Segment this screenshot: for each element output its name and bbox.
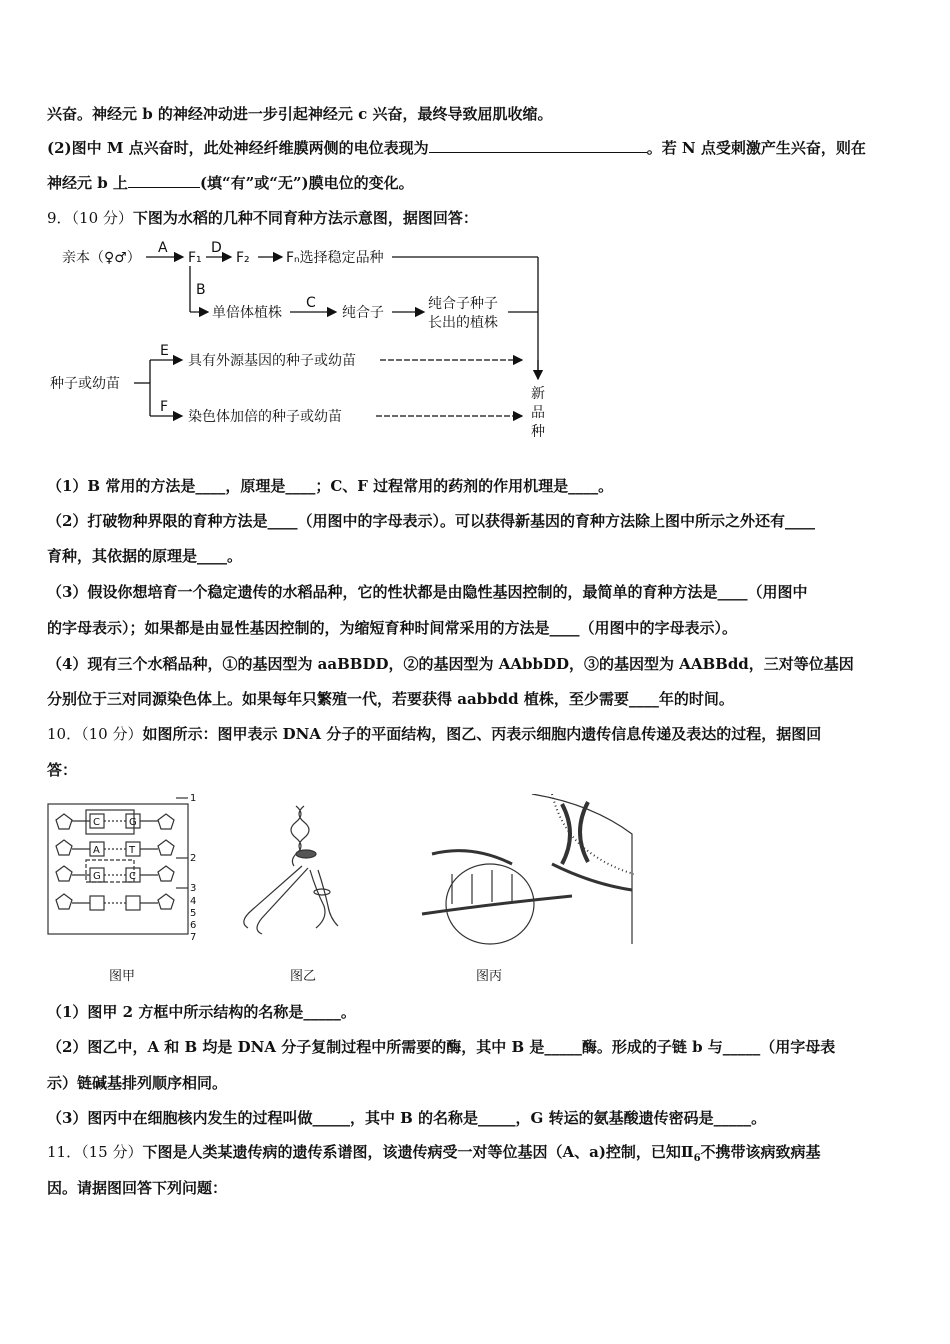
dna-num-5: 5 (190, 908, 197, 919)
step-c-label: C (306, 295, 316, 311)
q9-2-cont: 育种，其依据的原理是____。 (47, 547, 243, 565)
foreign-gene-label: 具有外源基因的种子或幼苗 (188, 353, 356, 369)
q9-4-cont: 分别位于三对同源染色体上。如果每年只繁殖一代，若要获得 aabbdd 植株，至少需要____年的时间。 (47, 690, 734, 708)
doubled-label: 染色体加倍的种子或幼苗 (188, 409, 342, 425)
q9-3: （3）假设你想培育一个稳定遗传的水稻品种，它的性状都是由隐性基因控制的，最简单的育种方法是____（用图中 (47, 583, 808, 601)
breeding-flow-diagram (46, 236, 556, 446)
q10-3: （3）图丙中在细胞核内发生的过程叫做_____，其中 B 的名称是_____，G 转运的氨基酸遗传密码是_____。 (47, 1109, 767, 1127)
figure-yi-label: 图乙 (290, 969, 317, 984)
step-f-label: F (160, 399, 169, 415)
answer-blank[interactable] (128, 173, 200, 188)
step-b-label: B (196, 282, 206, 298)
q9-stem: 9．（10 分）下图为水稻的几种不同育种方法示意图，据图回答： (47, 209, 478, 227)
q8-2-line-cont: 神经元 b 上 (填“有”或“无”)膜电位的变化。 (47, 174, 414, 192)
q10-1: （1）图甲 2 方框中所示结构的名称是_____。 (47, 1003, 356, 1021)
q10-stem: 10．（10 分）如图所示：图甲表示 DNA 分子的平面结构，图乙、丙表示细胞内遗传信息传递及表达的过程，据图回 (47, 725, 822, 743)
seed-label-1: 纯合子种子 (428, 296, 498, 312)
q10-stem-cont: 答： (47, 761, 78, 779)
dna-num-4: 4 (190, 896, 197, 907)
fn-label: Fₙ选择稳定品种 (286, 250, 384, 266)
dna-planar-figure (46, 790, 206, 950)
figure-jia-label: 图甲 (109, 969, 136, 984)
new-variety-label-1: 新 (531, 386, 545, 402)
q9-4: （4）现有三个水稻品种，①的基因型为 aaBBDD，②的基因型为 AAbbDD，③的基因型为 AABBdd，三对等位基因 (47, 655, 854, 673)
base-left-1: C (93, 817, 100, 828)
seed-label-2: 长出的植株 (428, 315, 498, 331)
base-left-2: A (93, 845, 100, 856)
q11-stem: 11．（15 分）下图是人类某遗传病的遗传系谱图，该遗传病受一对等位基因（A、a)控制，已知$Ⅱ_6$不携带该病致病基 (47, 1143, 821, 1164)
answer-blank[interactable] (429, 138, 647, 153)
step-e-label: E (160, 343, 169, 359)
homozygote-label: 纯合子 (342, 305, 384, 321)
step-a-label: A (158, 240, 168, 256)
q11-stem-cont: 因。请据图回答下列问题： (47, 1179, 228, 1197)
seedling-label: 种子或幼苗 (50, 376, 120, 392)
q9-1: （1）B 常用的方法是____，原理是____；C、F 过程常用的药剂的作用机理是____。 (47, 477, 614, 495)
base-right-2: T (129, 845, 136, 856)
parent-label: 亲本（♀♂） (62, 250, 141, 266)
dna-num-6: 6 (190, 920, 197, 931)
dna-num-2: 2 (190, 853, 197, 864)
base-right-1: G (129, 817, 137, 828)
new-variety-label-3: 种 (531, 424, 545, 440)
base-right-3: C (129, 871, 136, 882)
q9-2: （2）打破物种界限的育种方法是____（用图中的字母表示）。可以获得新基因的育种方法除上图中所示之外还有____ (47, 512, 815, 530)
figure-bing-label: 图丙 (476, 969, 503, 984)
dna-num-7: 7 (190, 932, 197, 943)
dna-num-1: 1 (190, 793, 197, 804)
q9-3-cont: 的字母表示）；如果都是由显性基因控制的，为缩短育种时间常采用的方法是____（用图中的字母表示）。 (47, 619, 738, 637)
q10-2-cont: 示）链碱基排列顺序相同。 (47, 1074, 228, 1092)
base-left-3: G (93, 871, 101, 882)
q10-2: （2）图乙中，A 和 B 均是 DNA 分子复制过程中所需要的酶，其中 B 是_____酶。形成的子链 b 与_____（用字母表 (47, 1038, 836, 1056)
dna-num-3: 3 (190, 883, 197, 894)
text-line: 兴奋。神经元 b 的神经冲动进一步引起神经元 c 兴奋，最终导致屈肌收缩。 (47, 105, 553, 123)
replication-figure (226, 796, 366, 946)
q8-2-line: (2)图中 M 点兴奋时，此处神经纤维膜两侧的电位表现为 。若 N 点受刺激产生兴奋，则在 (47, 139, 866, 157)
expression-figure (412, 794, 634, 948)
new-variety-label-2: 品 (531, 405, 545, 421)
haploid-label: 单倍体植株 (212, 305, 282, 321)
step-d-label: D (211, 240, 222, 256)
f2-label: F₂ (236, 250, 250, 266)
f1-label: F₁ (188, 250, 202, 266)
